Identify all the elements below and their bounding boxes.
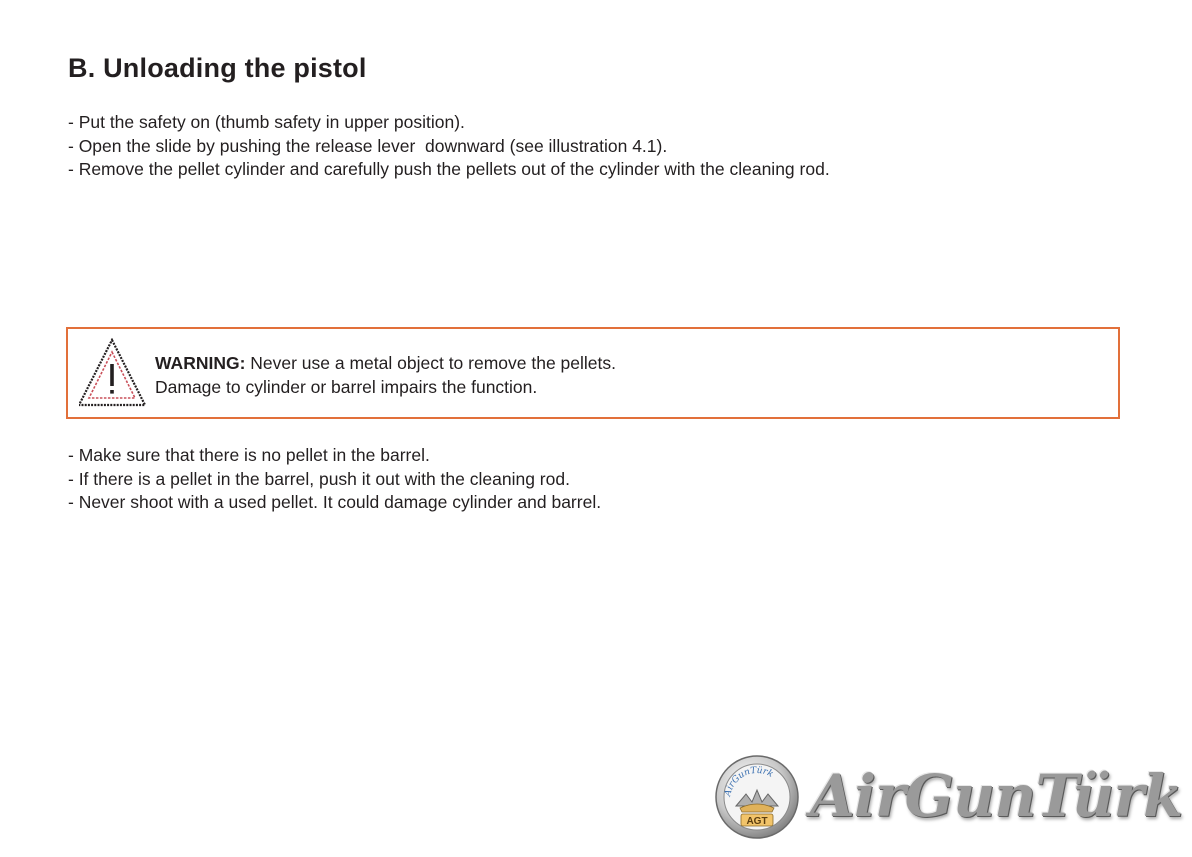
instruction-list-after bbox=[68, 444, 601, 515]
brand-wordmark: AirGunTürk bbox=[810, 762, 1183, 830]
instruction-step: - Remove the pellet cylinder and carefully push the pellets out of the cylinder with the cleaning rod. bbox=[68, 159, 830, 179]
instruction-step: - Open the slide by pushing the release lever downward (see illustration 4.1). bbox=[68, 135, 668, 156]
instruction-step: - Never shoot with a used pellet. It could damage cylinder and barrel. bbox=[68, 492, 602, 512]
warning-line-1: Never use a metal object to remove the pellets. bbox=[245, 353, 617, 373]
section-title: B. Unloading the pistol bbox=[68, 53, 367, 83]
svg-text:AGT: AGT bbox=[746, 816, 768, 827]
warning-triangle-icon bbox=[79, 338, 149, 408]
instruction-step: - Make sure that there is no pellet in the barrel. bbox=[68, 445, 430, 465]
warning-label: WARNING: bbox=[155, 353, 246, 373]
warning-box bbox=[66, 327, 1120, 419]
brand-logo bbox=[714, 754, 1184, 842]
brand-seal-icon bbox=[714, 754, 800, 840]
instruction-list-before bbox=[68, 111, 830, 182]
instruction-step: - If there is a pellet in the barrel, push it out with the cleaning rod. bbox=[68, 468, 570, 489]
svg-text:AirGunTürk: AirGunTürk bbox=[723, 765, 775, 798]
warning-line-2: Damage to cylinder or barrel impairs the function. bbox=[155, 376, 538, 397]
instruction-step: - Put the safety on (thumb safety in upper position). bbox=[68, 112, 465, 132]
warning-message bbox=[155, 352, 616, 399]
